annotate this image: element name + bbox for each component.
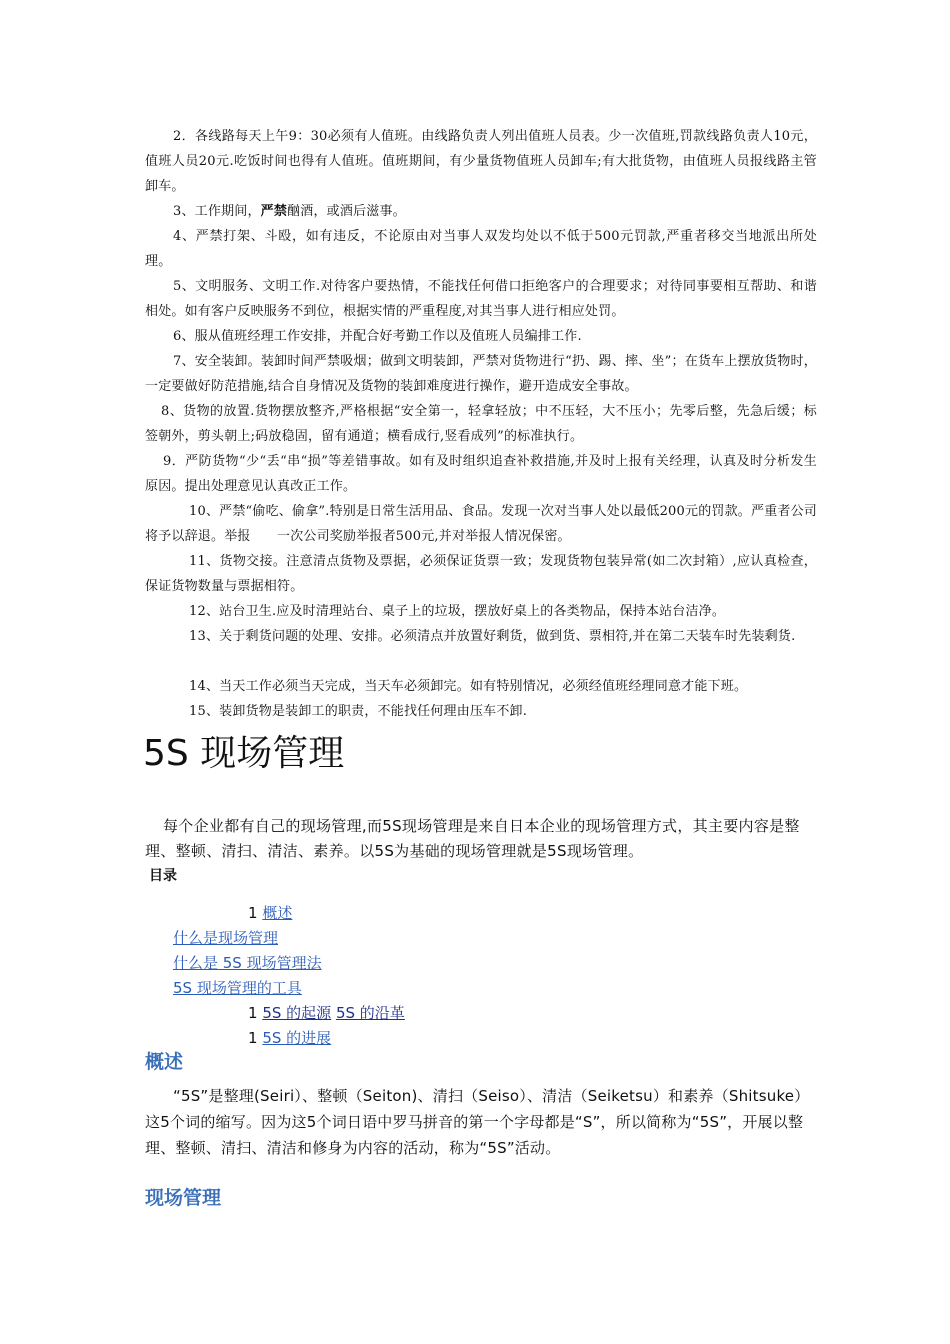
rule-item-6	[145, 324, 817, 349]
rule-text: 7、安全装卸。装卸时间严禁吸烟；做到文明装卸，严禁对货物进行“扔、踢、摔、坐”；在货车上摆放货物时，一定要做好防范措施,结合自身情况及货物的装卸难度进行操作，避开造成安全事故。	[145, 354, 817, 394]
intro-paragraph	[145, 814, 811, 864]
rule-text: 14、当天工作必须当天完成，当天车必须卸完。如有特别情况，必须经值班经理同意才能下班。	[189, 679, 748, 694]
rule-text: 13、关于剩货问题的处理、安排。必须清点并放置好剩货，做到货、票相符,并在第二天装车时先装剩货.	[189, 629, 796, 644]
rule-item-8	[145, 399, 817, 449]
toc-number: 1	[248, 904, 258, 922]
toc-item-what-is-5s	[173, 953, 322, 973]
toc-link-5s-progress[interactable]: 5S 的进展	[262, 1029, 332, 1047]
rule-item-3	[145, 199, 817, 224]
toc-link-5s-origin[interactable]: 5S 的起源	[262, 1004, 332, 1022]
rule-text: 10、严禁“偷吃、偷拿”.特别是日常生活用品、食品。发现一次对当事人处以最低200元的罚款。严重者公司将予以辞退。举报 一次公司奖励举报者500元,并对举报人情况保密。	[145, 504, 817, 544]
rule-text: 3、工作期间，	[173, 204, 261, 219]
rule-item-15	[145, 699, 817, 724]
overview-text: “5S”是整理(Seiri）、整顿（Seiton)、清扫（Seiso）、清洁（Seiketsu）和素养（Shitsuke）这5个词的缩写。因为这5个词日语中罗马拼音的第一个字母都是“S”，所以简称为“5S”，开展以整理、整顿、清扫、清洁和修身为内容的活动，称为“5S”活动。	[145, 1087, 810, 1157]
rule-item-14	[145, 674, 817, 699]
rule-text: 8、货物的放置.货物摆放整齐,严格根据“安全第一，轻拿轻放；中不压轻，大不压小；先零后整，先急后缓；标签朝外，剪头朝上;码放稳固，留有通道；横看成行,竖看成列”的标准执行。	[145, 404, 817, 444]
rule-item-10	[145, 499, 817, 549]
toc-link-what-is-5s-method[interactable]: 什么是 5S 现场管理法	[173, 954, 322, 972]
rule-text: 4、严禁打架、斗殴，如有违反，不论原由对当事人双发均处以不低于500元罚款,严重者移交当地派出所处理。	[145, 229, 817, 269]
rule-item-13	[145, 624, 817, 649]
rule-emphasis: 严禁	[260, 204, 288, 219]
overview-paragraph	[145, 1083, 819, 1161]
toc-link-overview[interactable]: 概述	[262, 904, 293, 922]
rule-item-2	[145, 124, 817, 199]
rule-text: 15、装卸货物是装卸工的职责，不能找任何理由压车不卸.	[189, 704, 528, 719]
toc-link-what-is-site-management[interactable]: 什么是现场管理	[173, 929, 279, 947]
toc-item-overview	[248, 903, 292, 923]
rule-item-11	[145, 549, 817, 599]
page-title: 5S 现场管理	[143, 733, 345, 774]
rule-text: 12、站台卫生.应及时清理站台、桌子上的垃圾，摆放好桌上的各类物品，保持本站台洁净。	[189, 604, 726, 619]
rule-text: 6、服从值班经理工作安排，并配合好考勤工作以及值班人员编排工作.	[173, 329, 582, 344]
rule-item-12	[145, 599, 817, 624]
toc-title: 目录	[149, 868, 177, 884]
rule-text: 酗酒，或酒后滋事。	[287, 204, 406, 219]
rule-item-9	[145, 449, 817, 499]
rule-text: 9．严防货物“少“丢“串“损”等差错事故。如有及时组织追查补救措施,并及时上报有关经理，认真及时分析发生原因。提出处理意见认真改正工作。	[145, 454, 817, 494]
rule-item-7	[145, 349, 817, 399]
toc-item-what-is-site	[173, 928, 278, 948]
rule-text: 5、文明服务、文明工作.对待客户要热情，不能找任何借口拒绝客户的合理要求；对待同事要相互帮助、和谐相处。如有客户反映服务不到位，根据实情的严重程度,对其当事人进行相应处罚。	[145, 279, 817, 319]
rule-text: 2．各线路每天上午9：30必须有人值班。由线路负责人列出值班人员表。少一次值班,罚款线路负责人10元，值班人员20元.吃饭时间也得有人值班。值班期间，有少量货物值班人员卸车;有大批货物，由值班人员报线路主管卸车。	[145, 129, 817, 194]
rule-text: 11、货物交接。注意清点货物及票据，必须保证货票一致；发现货物包装异常(如二次封箱）,应认真检查，保证货物数量与票据相符。	[145, 554, 817, 594]
toc-item-5s-tools	[173, 978, 302, 998]
intro-text: 每个企业都有自己的现场管理,而5S现场管理是来自日本企业的现场管理方式，其主要内容是整理、整顿、清扫、清洁、素养。以5S为基础的现场管理就是5S现场管理。	[145, 817, 800, 860]
rule-item-4	[145, 224, 817, 274]
toc-item-5s-progress	[248, 1028, 331, 1048]
toc-link-5s-evolution[interactable]: 5S 的沿革	[335, 1004, 405, 1022]
toc-number: 1	[248, 1004, 258, 1022]
section-heading-overview: 概述	[145, 1051, 184, 1073]
rule-item-5	[145, 274, 817, 324]
toc-link-5s-tools[interactable]: 5S 现场管理的工具	[173, 979, 302, 997]
toc-item-5s-origin	[248, 1003, 405, 1023]
toc-number: 1	[248, 1029, 258, 1047]
section-heading-site-management: 现场管理	[145, 1187, 222, 1209]
